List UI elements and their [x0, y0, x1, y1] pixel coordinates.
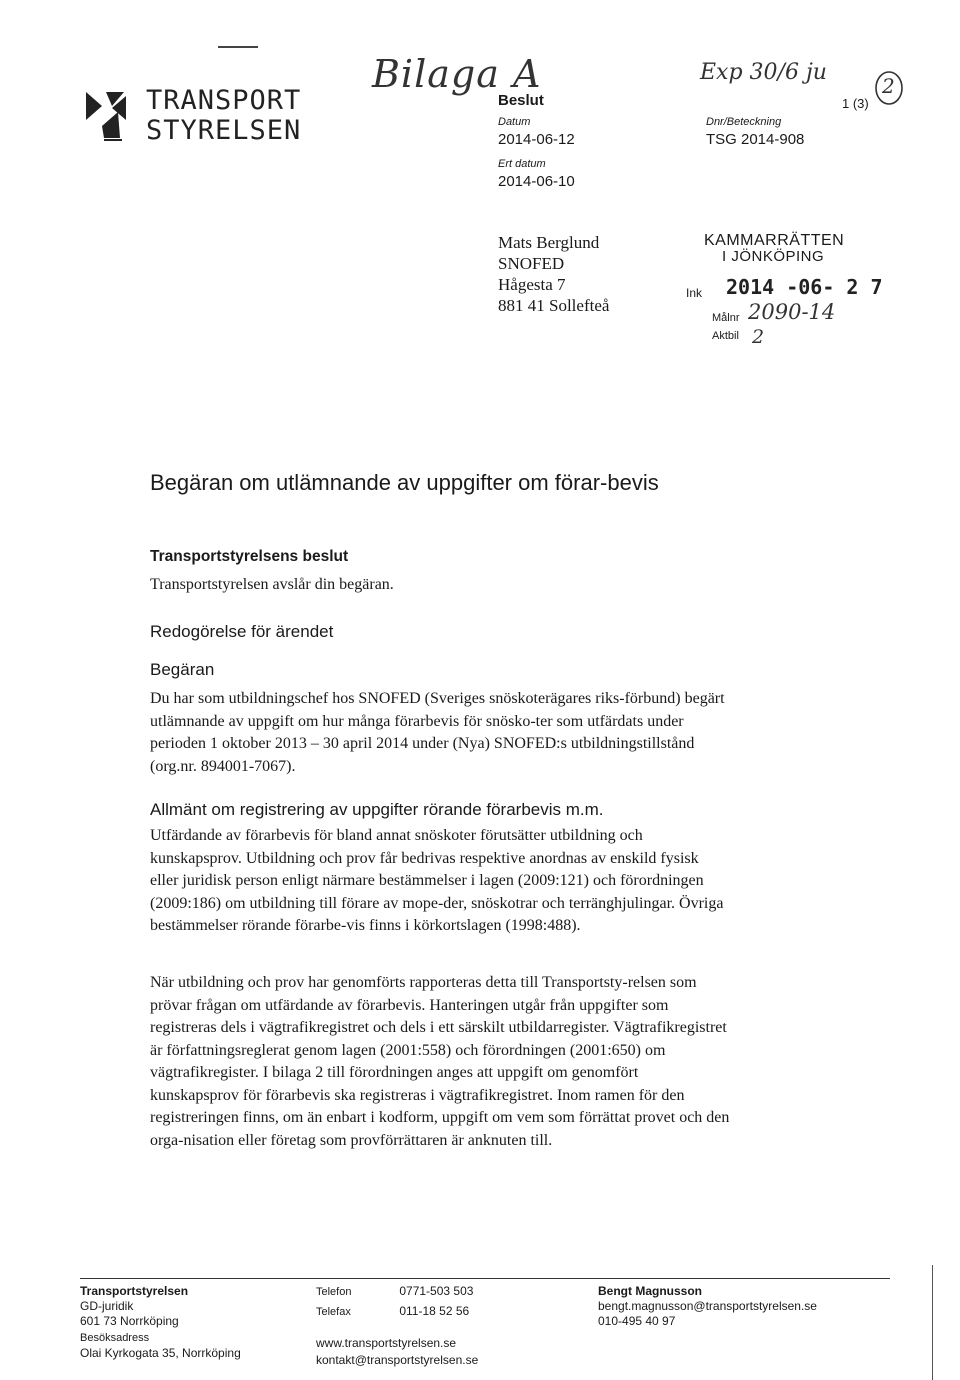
- handwritten-annex: Bilaga A: [372, 52, 542, 96]
- stamp-ink-label: Ink: [686, 286, 703, 300]
- footer-phone-value: 0771-503 503: [399, 1284, 474, 1298]
- datum-value: 2014-06-12: [498, 131, 575, 148]
- handwritten-circle-number: [874, 70, 904, 106]
- logo-text-line1: TRANSPORT: [146, 85, 302, 116]
- stamp-aktbil-number: 2: [752, 326, 765, 348]
- footer-phone-row: [316, 1284, 546, 1300]
- redogorelse-heading: Redogörelse för ärendet: [150, 622, 334, 641]
- footer-email-general[interactable]: kontakt@transportstyrelsen.se: [316, 1353, 479, 1367]
- footer-fax-value: 011-18 52 56: [399, 1304, 470, 1318]
- stamp-ink-date: 2014 -06- 2 7: [726, 275, 883, 299]
- recipient-street: Hågesta 7: [498, 275, 566, 294]
- stamp-aktbil-label: Aktbil: [712, 330, 739, 342]
- ert-datum-value: 2014-06-10: [498, 173, 575, 190]
- document-type: Beslut: [498, 92, 544, 109]
- dnr-value: TSG 2014-908: [706, 131, 805, 148]
- recipient-name: Mats Berglund: [498, 233, 600, 252]
- recipient-postal: 881 41 Sollefteå: [498, 296, 610, 315]
- transportstyrelsen-logo: [82, 86, 142, 146]
- footer-org-postal: 601 73 Norrköping: [80, 1314, 179, 1328]
- allmant-paragraph: Utfärdande av förarbevis för bland annat snöskoter förutsätter utbildning och kunskapsprov. Utbildning och prov får bedrivas respektive anordnas av enskild fysisk eller juridisk person enligt närmare bestämmelser i lagen (2009:121) och förordningen (2009:186) om utbildning till förare av mope-der, snöskotrar och terränghjulingar. Övriga bestämmelser rörande förarbe-vis finns i körkortslagen (1998:488).: [150, 827, 724, 934]
- document-title: Begäran om utlämnande av uppgifter om förar-bevis: [150, 470, 659, 495]
- scan-edge-line: [932, 1265, 933, 1380]
- begaran-paragraph: Du har som utbildningschef hos SNOFED (Sveriges snöskoterägares riks-förbund) begärt utlämnande av uppgift om hur många förarbevis för snösko-ter som utfärdats under perioden 1 oktober 2013 – 30 april 2014 under (Nya) SNOFED:s utbildningstillstånd (org.nr. 894001-7067).: [150, 690, 725, 775]
- document-title-block: [150, 470, 750, 496]
- handwritten-note: Exp 30/6 ju: [700, 60, 827, 85]
- datum-label: Datum: [498, 116, 531, 128]
- court-stamp-line1: KAMMARRÄTTEN: [704, 232, 845, 249]
- circle-number-text: 2: [882, 74, 895, 98]
- stamp-case-number: 2090-14: [748, 300, 836, 324]
- footer-contact-column: [598, 1284, 817, 1329]
- footer-fax-row: [316, 1304, 546, 1320]
- scan-mark: [218, 46, 258, 48]
- decision-text: Transportstyrelsen avslår din begäran.: [150, 576, 394, 593]
- page-indicator: 1 (3): [842, 96, 869, 111]
- footer-fax-label: Telefax: [316, 1306, 351, 1318]
- footer-org-name: Transportstyrelsen: [80, 1284, 189, 1298]
- footer-divider: [80, 1278, 890, 1279]
- decision-heading: Transportstyrelsens beslut: [150, 548, 349, 565]
- nar-paragraph: När utbildning och prov har genomförts rapporteras detta till Transportsty-relsen som prövar frågan om utfärdande av förarbevis. Hanteringen utgår från uppgifter som registreras dels i vägtrafikregistret och dels i ett särskilt utbildarregister. Vägtrafikregistret är författningsreglerat genom lagen (2001:558) och förordningen (2001:650) om vägtrafikregister. I bilaga 2 till förordningen anges att uppgift om genomfört kunskapsprov för förarbevis ska registreras i vägtrafikregistret. Inom ramen för den registreringen finns, om än enbart i kodform, uppgift om vem som förrättat provet och den orga-nisation eller företag som provförrättaren är anknuten till.: [150, 974, 730, 1149]
- logo-text-line2: STYRELSEN: [146, 115, 302, 146]
- recipient-org: SNOFED: [498, 254, 565, 273]
- dnr-label: Dnr/Beteckning: [706, 116, 782, 128]
- footer-phone-label: Telefon: [316, 1286, 352, 1298]
- ert-datum-label: Ert datum: [498, 158, 546, 170]
- recipient-address: [498, 232, 609, 316]
- footer-visit-address: Olai Kyrkogata 35, Norrköping: [80, 1346, 241, 1360]
- logo-arrows-icon: [82, 86, 142, 146]
- footer-web[interactable]: www.transportstyrelsen.se: [316, 1336, 457, 1350]
- court-stamp-line2: I JÖNKÖPING: [722, 248, 825, 265]
- footer-visit-label: Besöksadress: [80, 1332, 150, 1344]
- footer-contact-name: Bengt Magnusson: [598, 1284, 702, 1298]
- footer-phone-column: [316, 1284, 546, 1368]
- footer-org-dept: GD-juridik: [80, 1299, 134, 1313]
- allmant-heading: Allmänt om registrering av uppgifter rörande förarbevis m.m.: [150, 800, 604, 819]
- footer-org-column: [80, 1284, 241, 1361]
- stamp-malnr-label: Målnr: [712, 312, 740, 324]
- begaran-heading: Begäran: [150, 660, 215, 679]
- footer-contact-phone: 010-495 40 97: [598, 1314, 676, 1328]
- footer-contact-email[interactable]: bengt.magnusson@transportstyrelsen.se: [598, 1299, 817, 1313]
